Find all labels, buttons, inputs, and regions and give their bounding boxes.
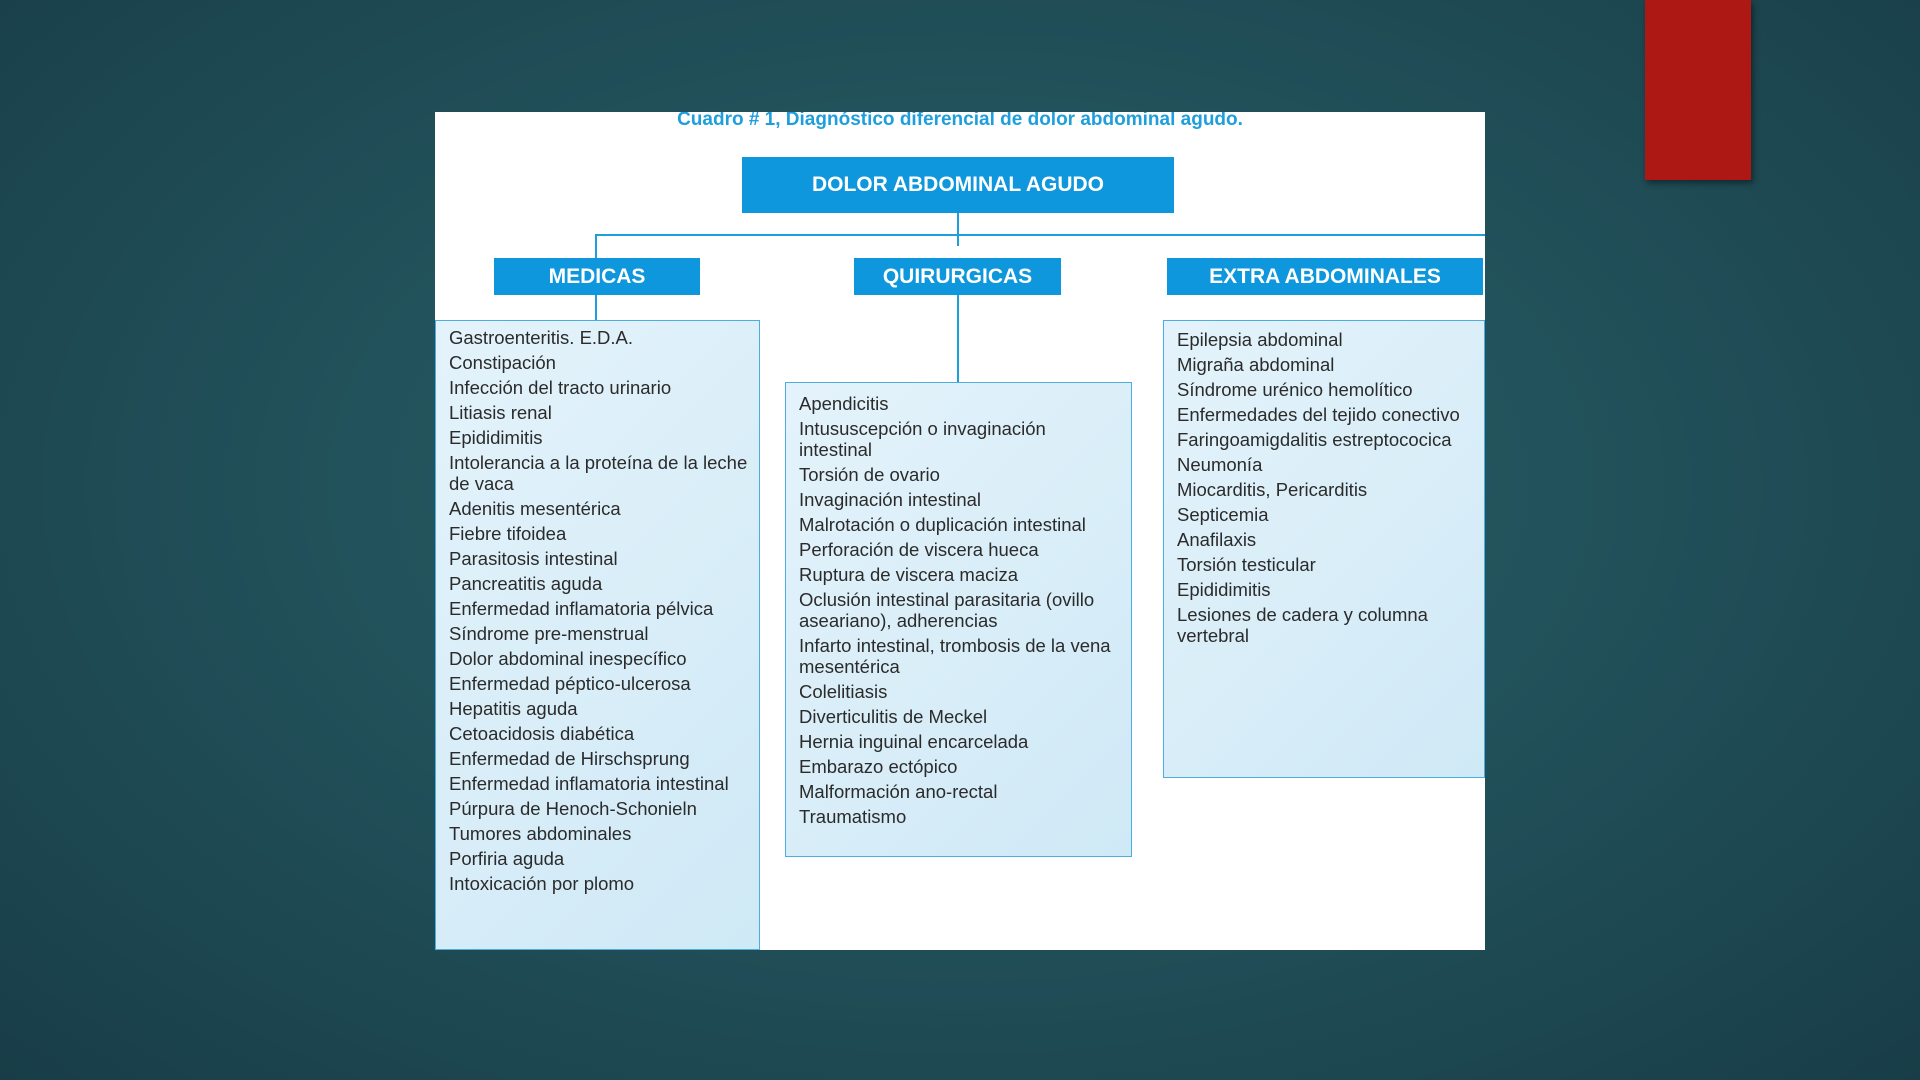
list-item: Malrotación o duplicación intestinal: [799, 514, 1086, 535]
list-item: Síndrome urénico hemolítico: [1177, 379, 1413, 400]
list-item: Faringoamigdalitis estreptococica: [1177, 429, 1452, 450]
connector-quirurgicas-down: [957, 294, 959, 384]
list-item: Epididimitis: [449, 427, 543, 448]
extra-abdominales-list-box: [1163, 320, 1485, 778]
medicas-list-box: [435, 320, 760, 950]
category-header-quirurgicas: QUIRURGICAS: [854, 258, 1061, 295]
list-item: Púrpura de Henoch-Schonieln: [449, 798, 697, 819]
list-item: Infarto intestinal, trombosis de la vena mesentérica: [799, 635, 1111, 677]
diagram-figure: [435, 112, 1485, 950]
list-item: Pancreatitis aguda: [449, 573, 603, 594]
list-item: Infección del tracto urinario: [449, 377, 672, 398]
list-item: Torsión de ovario: [799, 464, 940, 485]
root-node: DOLOR ABDOMINAL AGUDO: [742, 157, 1174, 213]
list-item: Cetoacidosis diabética: [449, 723, 635, 744]
category-header-medicas: MEDICAS: [494, 258, 700, 295]
list-item: Migraña abdominal: [1177, 354, 1335, 375]
list-item: Enfermedad inflamatoria pélvica: [449, 598, 714, 619]
list-item: Embarazo ectópico: [799, 756, 958, 777]
quirurgicas-list: [799, 393, 1123, 827]
list-item: Diverticulitis de Meckel: [799, 706, 988, 727]
list-item: Epilepsia abdominal: [1177, 329, 1343, 350]
list-item: Intoxicación por plomo: [449, 873, 635, 894]
list-item: Anafilaxis: [1177, 529, 1257, 550]
list-item: Septicemia: [1177, 504, 1269, 525]
list-item: Porfiria aguda: [449, 848, 565, 869]
list-item: Epididimitis: [1177, 579, 1271, 600]
list-item: Síndrome pre-menstrual: [449, 623, 649, 644]
list-item: Colelitiasis: [799, 681, 888, 702]
accent-tab: [1645, 0, 1751, 180]
list-item: Enfermedad inflamatoria intestinal: [449, 773, 729, 794]
list-item: Intususcepción o invaginación intestinal: [799, 418, 1046, 460]
list-item: Intolerancia a la proteína de la leche de vaca: [449, 452, 748, 494]
list-item: Gastroenteritis. E.D.A.: [449, 327, 634, 348]
list-item: Apendicitis: [799, 393, 889, 414]
list-item: Lesiones de cadera y columna vertebral: [1177, 604, 1428, 646]
medicas-list: [449, 327, 751, 894]
list-item: Parasitosis intestinal: [449, 548, 618, 569]
list-item: Constipación: [449, 352, 556, 373]
list-item: Hernia inguinal encarcelada: [799, 731, 1029, 752]
list-item: Malformación ano-rectal: [799, 781, 998, 802]
list-item: Invaginación intestinal: [799, 489, 982, 510]
list-item: Miocarditis, Pericarditis: [1177, 479, 1368, 500]
list-item: Adenitis mesentérica: [449, 498, 621, 519]
list-item: Oclusión intestinal parasitaria (ovillo aseariano), adherencias: [799, 589, 1095, 631]
category-header-extra-abdominales: EXTRA ABDOMINALES: [1167, 258, 1483, 295]
list-item: Enfermedad de Hirschsprung: [449, 748, 690, 769]
list-item: Neumonía: [1177, 454, 1263, 475]
connector-horizontal: [595, 234, 1485, 236]
list-item: Ruptura de viscera maciza: [799, 564, 1019, 585]
list-item: Fiebre tifoidea: [449, 523, 567, 544]
extra-abdominales-list: [1177, 329, 1476, 646]
list-item: Torsión testicular: [1177, 554, 1316, 575]
list-item: Enfermedades del tejido conectivo: [1177, 404, 1460, 425]
list-item: Dolor abdominal inespecífico: [449, 648, 687, 669]
figure-title: Cuadro # 1, Diagnóstico diferencial de dolor abdominal agudo.: [677, 112, 1243, 130]
list-item: Traumatismo: [799, 806, 907, 827]
list-item: Perforación de viscera hueca: [799, 539, 1039, 560]
connector-medicas-down: [595, 294, 597, 322]
list-item: Enfermedad péptico-ulcerosa: [449, 673, 691, 694]
connector-root-down: [957, 213, 959, 246]
list-item: Hepatitis aguda: [449, 698, 578, 719]
list-item: Litiasis renal: [449, 402, 552, 423]
quirurgicas-list-box: [785, 382, 1132, 857]
list-item: Tumores abdominales: [449, 823, 632, 844]
